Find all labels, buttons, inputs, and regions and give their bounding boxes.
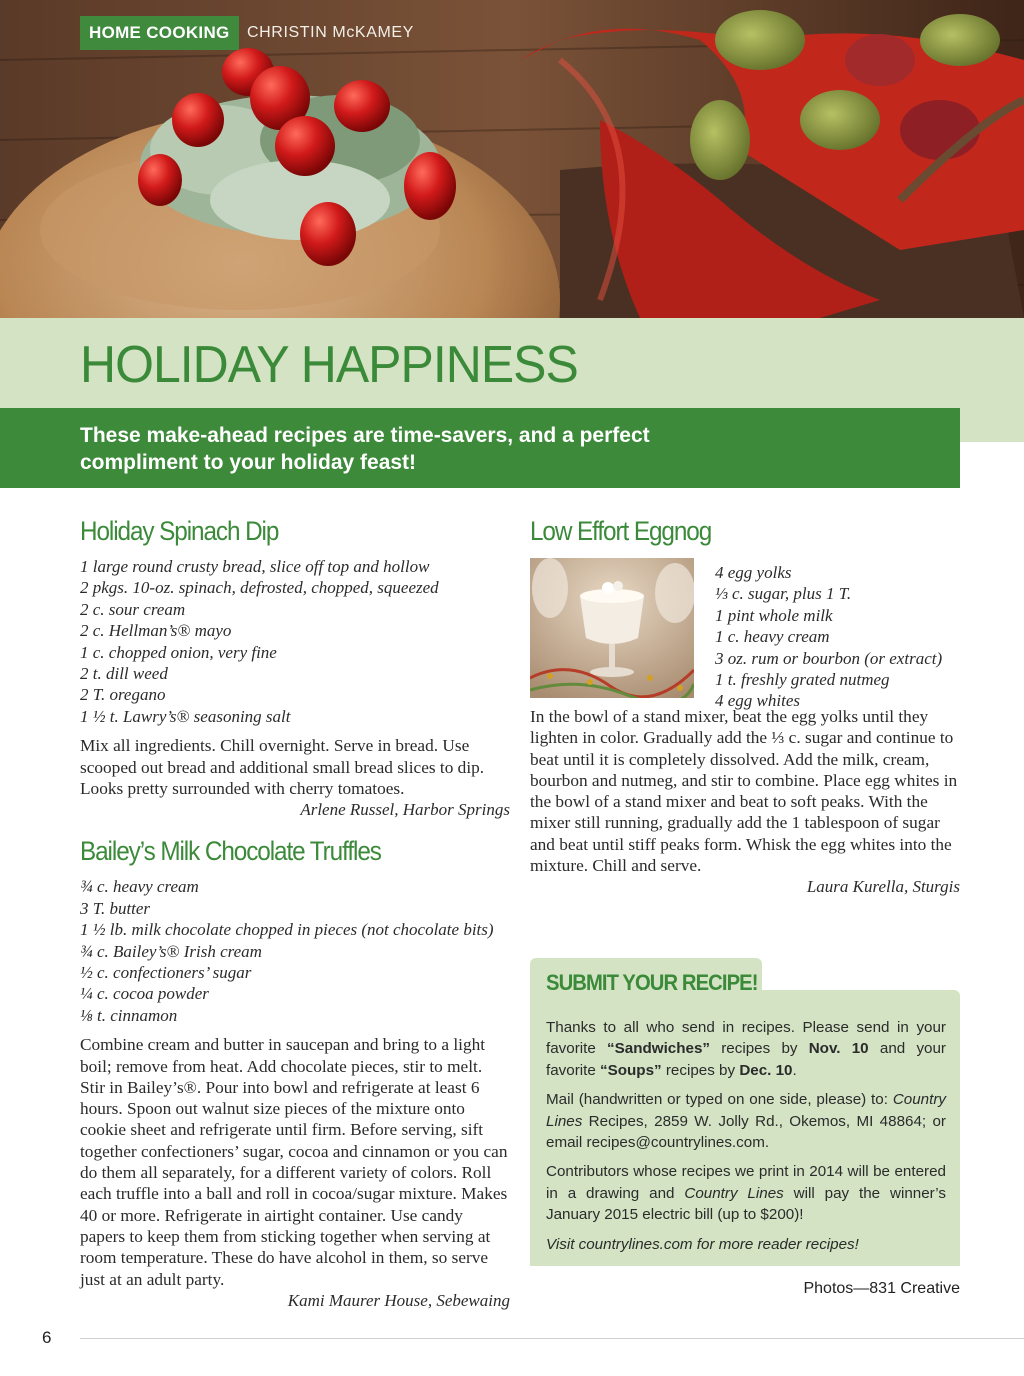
recipe-method: In the bowl of a stand mixer, beat the egg yolks until they lighten in color. Gradually add the ⅓ c. sugar and continue to beat until it is completely dissolved. Add the milk, cream, bourbon and nutmeg, and stir to combine. Place egg whites in the bowl of a stand mixer and beat to soft peaks. With the mixer still running, gradually add the 1 tablespoon of sugar and beat until stiff peaks form. Whisk the egg whites into the mixture. Chill and serve. — [530, 707, 958, 876]
ingredient: 4 egg yolks — [715, 563, 792, 582]
right-column — [530, 512, 960, 898]
ingredient: 4 egg whites — [715, 691, 800, 711]
recipe-title: Low Effort Eggnog — [530, 516, 712, 546]
recipe-credit: Kami Maurer House, Sebewaing — [287, 1290, 510, 1310]
ingredient-list — [80, 876, 510, 1026]
ingredient-list — [80, 556, 510, 727]
page-number: 6 — [42, 1328, 52, 1347]
submit-link-text[interactable]: Visit countrylines.com for more reader recipes! — [546, 1235, 859, 1253]
ingredient: 2 pkgs. 10-oz. spinach, defrosted, chopped, squeezed — [80, 578, 439, 598]
ingredient: 1 large round crusty bread, slice off top and hollow — [80, 557, 430, 576]
ingredient: 3 oz. rum or bourbon (or extract) — [715, 648, 943, 668]
recipe-title: Holiday Spinach Dip — [80, 516, 279, 546]
eggnog-photo — [530, 558, 694, 698]
recipe-credit: Laura Kurella, Sturgis — [806, 877, 960, 897]
ingredient: 2 t. dill weed — [80, 664, 168, 684]
submit-body — [546, 1017, 946, 1263]
ingredient: 2 c. Hellman’s® mayo — [80, 621, 232, 641]
page-title: HOLIDAY HAPPINESS — [80, 336, 578, 394]
ingredient: 1 ½ lb. milk chocolate chopped in pieces (not chocolate bits) — [80, 920, 494, 940]
recipe-credit: Arlene Russel, Harbor Springs — [300, 800, 510, 820]
ingredient: 3 T. butter — [80, 898, 151, 918]
recipe-truffles — [80, 832, 510, 1311]
subtitle: These make-ahead recipes are time-savers, and a perfect compliment to your holiday feast! — [80, 424, 650, 474]
left-column — [80, 512, 510, 1311]
ingredient: ¾ c. heavy cream — [80, 877, 199, 897]
ingredient: 1 c. chopped onion, very fine — [80, 642, 277, 662]
ingredient: 2 T. oregano — [80, 685, 166, 705]
submit-paragraph: Contributors whose recipes we print in 2014 will be entered in a drawing and Country Lines will pay the winner’s January 2015 electric bill (up to $200)! — [546, 1163, 946, 1224]
recipe-spinach-dip — [80, 512, 510, 820]
photo-credit: Photos—831 Creative — [803, 1280, 960, 1297]
ingredient: 1 c. heavy cream — [715, 627, 830, 647]
ingredient: 2 c. sour cream — [80, 599, 186, 619]
submit-paragraph: Thanks to all who send in recipes. Please send in your favorite “Sandwiches” recipes by Nov. 10 and your favorite “Soups” recipes by Dec. 10. — [546, 1019, 946, 1079]
author-name: CHRISTIN McKAMEY — [247, 24, 414, 41]
ingredient-list — [715, 562, 942, 712]
recipe-title: Bailey’s Milk Chocolate Truffles — [80, 836, 381, 867]
ingredient: 1 ½ t. Lawry’s® seasoning salt — [80, 706, 291, 726]
ingredient: ⅛ t. cinnamon — [80, 1005, 178, 1025]
ingredient: ¼ c. cocoa powder — [80, 984, 209, 1004]
recipe-method: Mix all ingredients. Chill overnight. Serve in bread. Use scooped out bread and additional small bread slices to dip. Looks pretty surrounded with cherry tomatoes. — [80, 736, 485, 798]
ingredient: ⅓ c. sugar, plus 1 T. — [715, 584, 852, 604]
submit-paragraph: Mail (handwritten or typed on one side, please) to: Country Lines Recipes, 2859 W. Jolly Rd., Okemos, MI 48864; or email recipes@countrylines.com. — [546, 1091, 946, 1152]
ingredient: ¾ c. Bailey’s® Irish cream — [80, 941, 262, 961]
submit-title: SUBMIT YOUR RECIPE! — [546, 970, 758, 995]
recipe-method: Combine cream and butter in saucepan and bring to a light boil; remove from heat. Add chocolate pieces, stir to melt. Stir in Bailey’s®. Pour into bowl and refrigerate at least 6 hours. Spoon out walnut size pieces of the mixture onto cookie sheet and refrigerate until firm. Before serving, sift together confectioners’ sugar, cocoa and cinnamon or you can do them all separately, for a different variety of colors. Roll each truffle into a ball and roll in cocoa/sugar mixture. Makes 40 or more. Refrigerate in airtight container. Use candy papers to keep them from sticking together when serving at room temperature. These do have alcohol in them, so serve just at an adult party. — [80, 1035, 508, 1289]
section-tag: HOME COOKING — [80, 16, 239, 50]
ingredient: ½ c. confectioners’ sugar — [80, 963, 252, 983]
ingredient: 1 t. freshly grated nutmeg — [715, 670, 890, 690]
ingredient: 1 pint whole milk — [715, 605, 833, 625]
footer-rule — [80, 1338, 1024, 1339]
recipe-eggnog — [530, 512, 960, 898]
